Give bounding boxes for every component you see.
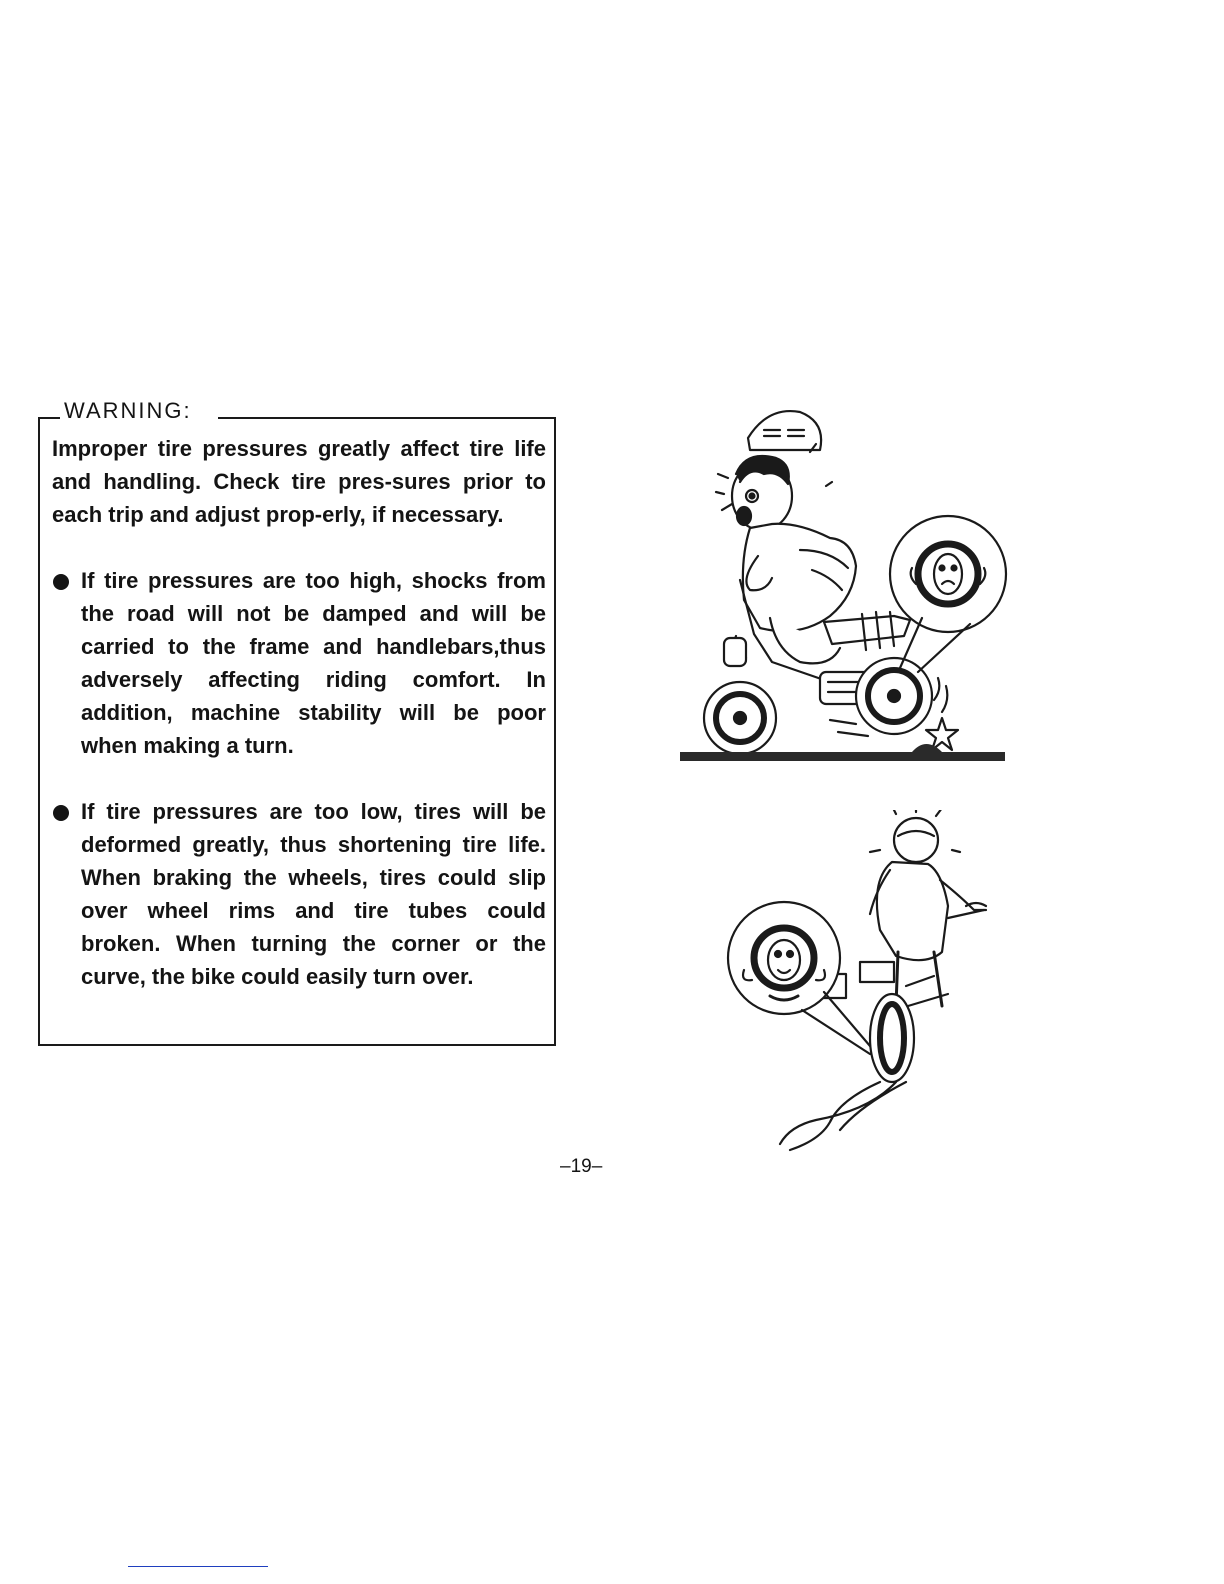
divider-line: [128, 1566, 268, 1567]
warning-intro-text: Improper tire pressures greatly affect tire life and handling. Check tire pres-sures prior to each trip and adjust prop-erly, if necessary.: [52, 436, 546, 527]
bullet-text: If tire pressures are too low, tires will be deformed greatly, thus shortening tire life. When braking the wheels, tires could slip over wheel rims and tire tubes could broken. When turning the corner or the curve, the bike could easily turn over.: [81, 799, 546, 989]
illustration-underinflated-tire-rider: [720, 810, 1010, 1160]
bullet-dot-icon: [53, 574, 69, 590]
page-number: –19–: [560, 1156, 603, 1177]
warning-title: WARNING:: [64, 398, 192, 423]
bullet-text: If tire pressures are too high, shocks from the road will not be damped and will be carried to the frame and handlebars,thus adversely affecting riding comfort. In addition, machine stability will be poor when making a turn.: [81, 568, 546, 758]
warning-box-top-border-right: [218, 417, 556, 419]
illustration-overinflated-tire-rider: [680, 400, 1010, 770]
warning-box-top-border-left: [38, 417, 60, 419]
bullet-dot-icon: [53, 805, 69, 821]
